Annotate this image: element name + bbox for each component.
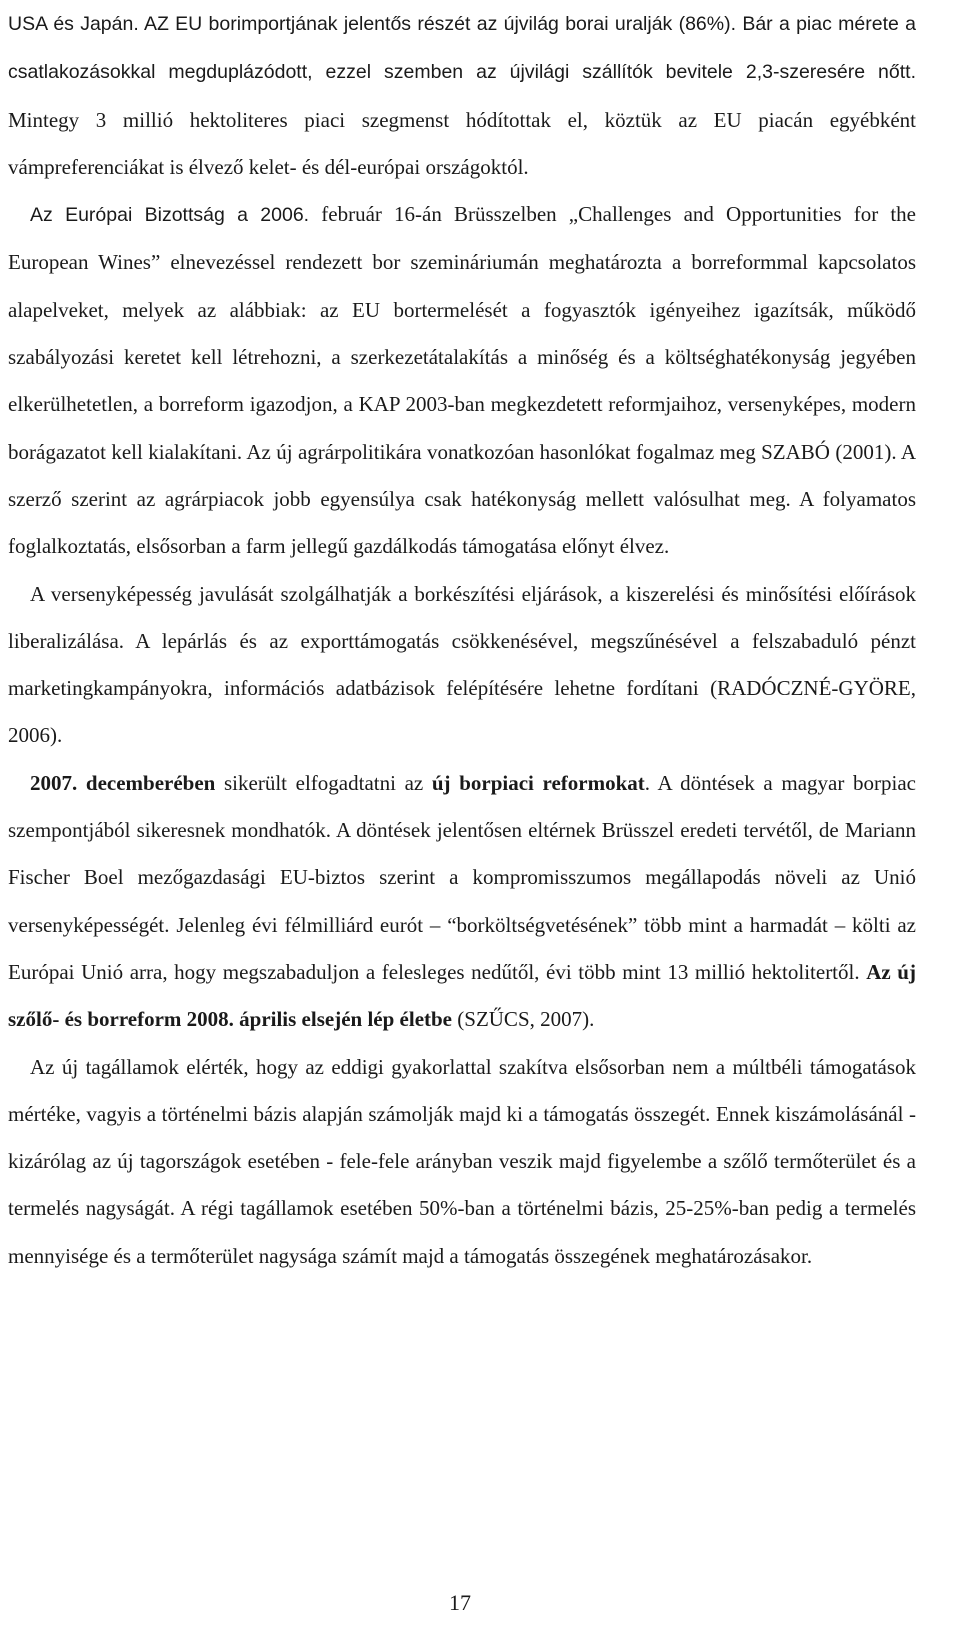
paragraph-2: [8, 191, 916, 570]
paragraph-2-sans-part: Az Európai Bizottság a 2006.: [30, 204, 310, 227]
paragraph-2-serif-part: február 16-án Brüsszelben „Challenges and Opportunities for the European Wines” elnevezéssel rendezett bor szemináriumán meghatározta a borreformmal kapcsolatos alapelveket, melyek az alábbiak: az EU bortermelését a fogyasztók igényeihez igazítsák, működő szabályozási keretet kell létrehozni, a szerkezetátalakítás a minőség és a költséghatékonyság jegyében elkerülhetetlen, a borreform igazodjon, a KAP 2003-ban megkezdetett reformjaihoz, versenyképes, modern borágazatot kell kialakítani. Az új agrárpolitikára vonatkozóan hasonlókat fogalmaz meg SZABÓ (2001). A szerző szerint az agrárpiacok jobb egyensúlya csak hatékonyság mellett valósulhat meg. A folyamatos foglalkoztatás, elsősorban a farm jellegű gazdálkodás támogatása előnyt élvez.: [8, 202, 916, 559]
paragraph-4: [8, 760, 916, 1044]
body-text: [8, 0, 916, 1280]
paragraph-1-sans-part: USA és Japán. AZ EU borimportjának jelentős részét az újvilág borai uralják (86%). Bár a piac mérete a csatlakozásokkal megduplázódott, ezzel szemben az újvilági szállítók bevitele 2,3-szeresére nőtt.: [8, 13, 916, 84]
bold-reform-date: Az új szőlő- és borreform 2008. április elsején lép életbe: [8, 959, 916, 1032]
paragraph-1-serif-part: Mintegy 3 millió hektoliteres piaci szegmenst hódítottak el, köztük az EU piacán egyébként vámpreferenciákat is élvező kelet- és dél-európai országoktól.: [8, 107, 916, 179]
page-number: 17: [449, 1590, 471, 1615]
paragraph-4-text-1: sikerült elfogadtatni az: [215, 770, 432, 795]
paragraph-1: [8, 0, 916, 191]
bold-reform: új borpiaci reformokat: [431, 770, 645, 795]
paragraph-3: A versenyképesség javulását szolgálhatják a borkészítési eljárások, a kiszerelési és minősítési előírások liberalizálása. A lepárlás és az exporttámogatás csökkenésével, megszűnésével a felszabaduló pénzt marketingkampányokra, információs adatbázisok felépítésére lehetne fordítani (RADÓCZNÉ-GYÖRE, 2006).: [8, 581, 916, 748]
paragraph-4-text-2: . A döntések a magyar borpiac szempontjából sikeresnek mondhatók. A döntések jelentősen eltérnek Brüsszel eredeti tervétől, de Mariann Fischer Boel mezőgazdasági EU-biztos szerint a kompromisszumos megállapodás növeli az Unió versenyképességét. Jelenleg évi félmilliárd eurót – “borköltségvetésének” több mint a harmadát – költi az Európai Unió arra, hogy megszabaduljon a felesleges nedűtől, évi több mint 13 millió hektolitertől.: [8, 770, 916, 984]
paragraph-5: Az új tagállamok elérték, hogy az eddigi gyakorlattal szakítva elsősorban nem a múltbéli támogatások mértéke, vagyis a történelmi bázis alapján számolják majd ki a támogatás összegét. Ennek kiszámolásánál - kizárólag az új tagországok esetében - fele-fele arányban veszik majd figyelembe a szőlő termőterület és a termelés nagyságát. A régi tagállamok esetében 50%-ban a történelmi bázis, 25-25%-ban pedig a termelés mennyisége és a termőterület nagysága számít majd a támogatás összegének meghatározásakor.: [8, 1054, 916, 1268]
paragraph-4-text-3: (SZŰCS, 2007).: [452, 1007, 595, 1032]
bold-date: 2007. decemberében: [30, 770, 216, 795]
